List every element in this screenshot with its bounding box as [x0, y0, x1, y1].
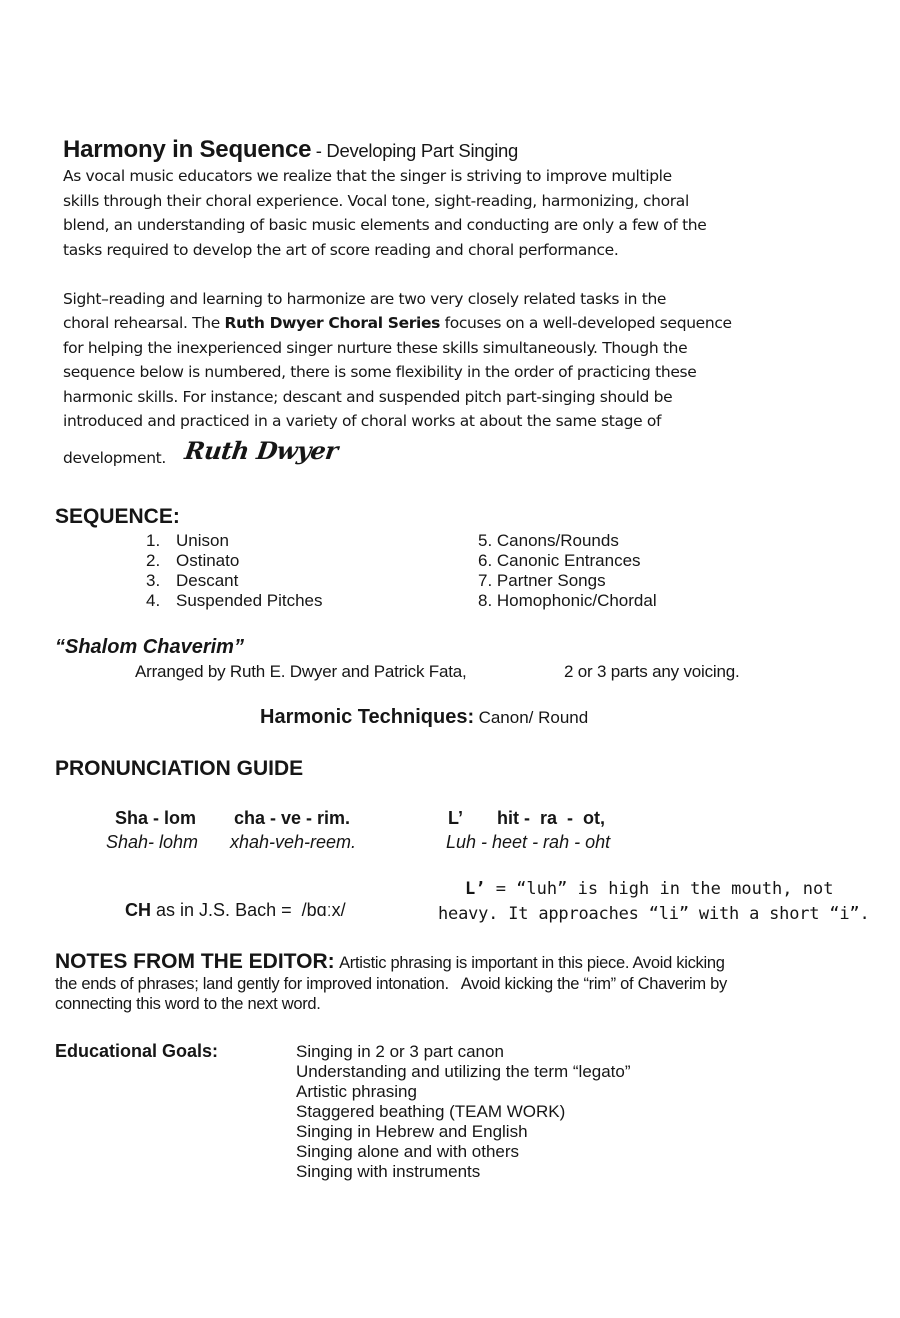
- notes-text: Artistic phrasing is important in this piece. Avoid kicking: [339, 954, 725, 972]
- intro-line: sequence below is numbered, there is some flexibility in the order of practicing these: [63, 363, 697, 381]
- page-header: [63, 136, 518, 164]
- signature: Ruth Dwyer: [182, 436, 340, 465]
- techniques-label: Harmonic Techniques:: [260, 706, 475, 728]
- harmonic-techniques: [260, 706, 588, 729]
- lyric-pronunciation: Luh - heet - rah - oht: [446, 832, 611, 852]
- ch-label: CH: [125, 900, 152, 920]
- goal-item: Staggered beathing (TEAM WORK): [296, 1102, 566, 1121]
- piece-voicing: 2 or 3 parts any voicing.: [564, 662, 740, 681]
- sequence-number: 1.: [146, 531, 161, 550]
- l-note-continued: heavy. It approaches “li” with a short “i”.: [438, 904, 870, 924]
- intro-line: blend, an understanding of basic music elements and conducting are only a few of the: [63, 216, 707, 234]
- series-name: Ruth Dwyer Choral Series: [224, 314, 441, 332]
- sequence-item: [146, 591, 323, 611]
- sequence-label: Unison: [176, 531, 229, 550]
- lyric-word: L’: [448, 808, 464, 828]
- intro-line: skills through their choral experience. Vocal tone, sight-reading, harmonizing, choral: [63, 192, 689, 210]
- goal-item: Singing with instruments: [296, 1162, 481, 1181]
- lyric-pronunciation: xhah-veh-reem.: [230, 832, 357, 852]
- sequence-item: [146, 551, 239, 571]
- sequence-item: 6. Canonic Entrances: [478, 551, 641, 570]
- intro-line: for helping the inexperienced singer nurture these skills simultaneously. Though the: [63, 339, 688, 357]
- notes-text: the ends of phrases; land gently for improved intonation. Avoid kicking the “rim” of Chaverim by: [55, 975, 727, 993]
- lyric-word: Sha - lom: [115, 808, 197, 828]
- sequence-number: 2.: [146, 551, 161, 570]
- goal-item: Understanding and utilizing the term “legato”: [296, 1062, 631, 1081]
- l-text: = “luh” is high in the mouth, not: [485, 879, 834, 899]
- lyric-word: hit - ra - ot,: [497, 808, 605, 828]
- intro-text: choral rehearsal. The: [63, 314, 225, 332]
- intro-line: [63, 314, 732, 332]
- intro-line: introduced and practiced in a variety of choral works at about the same stage of: [63, 412, 662, 430]
- intro-line: As vocal music educators we realize that the singer is striving to improve multiple: [63, 167, 672, 185]
- sequence-item: [146, 531, 229, 551]
- ch-text: as in J.S. Bach = /bɑːx/: [156, 900, 346, 920]
- sequence-item: [146, 571, 238, 591]
- intro-text: focuses on a well-developed sequence: [440, 314, 732, 332]
- l-note: [465, 879, 833, 899]
- intro-line: harmonic skills. For instance; descant and suspended pitch part-singing should be: [63, 388, 673, 406]
- sequence-item: 5. Canons/Rounds: [478, 531, 619, 550]
- piece-arranger: Arranged by Ruth E. Dwyer and Patrick Fata,: [135, 662, 467, 681]
- goal-item: Singing in 2 or 3 part canon: [296, 1042, 504, 1061]
- page-subtitle: - Developing Part Singing: [315, 140, 519, 161]
- lyric-word: cha - ve - rim.: [234, 808, 351, 828]
- intro-line: development.: [63, 449, 166, 467]
- sequence-item: 7. Partner Songs: [478, 571, 606, 590]
- goal-item: Singing alone and with others: [296, 1142, 520, 1161]
- sequence-number: 4.: [146, 591, 161, 610]
- editor-notes: [55, 950, 725, 974]
- notes-heading: NOTES FROM THE EDITOR:: [55, 950, 335, 973]
- pronunciation-heading: PRONUNCIATION GUIDE: [55, 757, 304, 780]
- sequence-label: Suspended Pitches: [176, 591, 323, 610]
- goal-item: Singing in Hebrew and English: [296, 1122, 528, 1141]
- notes-text: connecting this word to the next word.: [55, 995, 321, 1013]
- l-label: L’: [465, 879, 486, 899]
- sequence-heading: SEQUENCE:: [55, 505, 180, 528]
- sequence-item: 8. Homophonic/Chordal: [478, 591, 657, 610]
- page-title: Harmony in Sequence: [63, 136, 312, 163]
- lyric-pronunciation: Shah- lohm: [106, 832, 199, 852]
- goals-heading: Educational Goals:: [55, 1041, 219, 1061]
- techniques-value: Canon/ Round: [478, 708, 589, 727]
- goal-item: Artistic phrasing: [296, 1082, 417, 1101]
- intro-line: tasks required to develop the art of score reading and choral performance.: [63, 241, 619, 259]
- piece-title: “Shalom Chaverim”: [55, 636, 244, 658]
- sequence-number: 3.: [146, 571, 161, 590]
- sequence-label: Descant: [176, 571, 239, 590]
- intro-line: Sight–reading and learning to harmonize are two very closely related tasks in the: [63, 290, 667, 308]
- ch-note: [115, 879, 346, 921]
- sequence-label: Ostinato: [176, 551, 240, 570]
